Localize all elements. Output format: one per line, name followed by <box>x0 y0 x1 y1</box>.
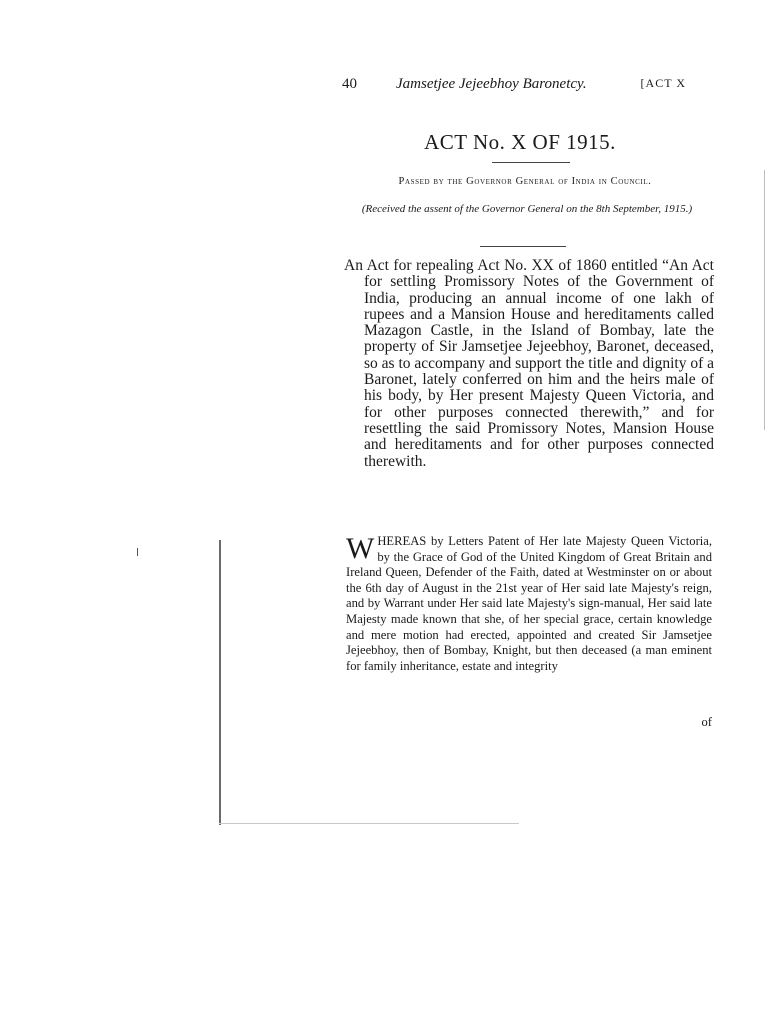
preamble-text: HEREAS by Letters Patent of Her late Majesty Queen Victoria, by the Grace of God of the United Kingdom of Great Britain and Ireland Queen, Defender of the Faith, dated at Westminster on or about the 6th day of August in the 21st year of Her said late Majesty's reign, and by Warrant under Her said late Majesty's sign-manual, Her said late Majesty made known that she, of her special grace, certain knowledge and mere motion had erected, appointed and created Sir Jamsetjee Jejeebhoy, then of Bombay, Knight, but then deceased (a man eminent for family inheritance, estate and integrity <box>346 534 712 673</box>
running-title: Jamsetjee Jejeebhoy Baronetcy. <box>396 76 587 92</box>
drop-cap: W <box>346 532 375 565</box>
long-title: An Act for repealing Act No. XX of 1860 entitled “An Act for settling Promissory Notes of the Government of India, producing an annual income of one lakh of rupees and a Mansion House and hereditaments called Mazagon Castle, in the Island of Bombay, late the property of Sir Jamsetjee Jejeebhoy, Baronet, deceased, so as to accompany and support the title and dignity of a Baronet, lately conferred on him and the heirs male of his body, by Her present Majesty Queen Victoria, and for other purposes connected therewith,” and for resettling the said Promissory Notes, Mansion House and hereditaments and for other purposes connected therewith. <box>344 257 714 470</box>
scan-edge-line <box>219 823 519 824</box>
preamble-paragraph <box>346 534 712 674</box>
passed-by-line: Passed by the Governor General of India in Council. <box>398 176 652 187</box>
act-reference: [ACT X <box>640 76 686 90</box>
scan-edge-line <box>219 540 221 825</box>
divider <box>492 162 570 163</box>
continuation-word: of <box>701 715 712 729</box>
divider <box>480 246 566 247</box>
assent-line: (Received the assent of the Governor General on the 8th September, 1915.) <box>361 203 693 215</box>
act-title: ACT No. X OF 1915. <box>424 130 616 154</box>
running-header <box>342 76 686 98</box>
scan-edge-line <box>764 170 765 430</box>
page-number: 40 <box>342 76 357 92</box>
scan-mark <box>137 548 138 556</box>
